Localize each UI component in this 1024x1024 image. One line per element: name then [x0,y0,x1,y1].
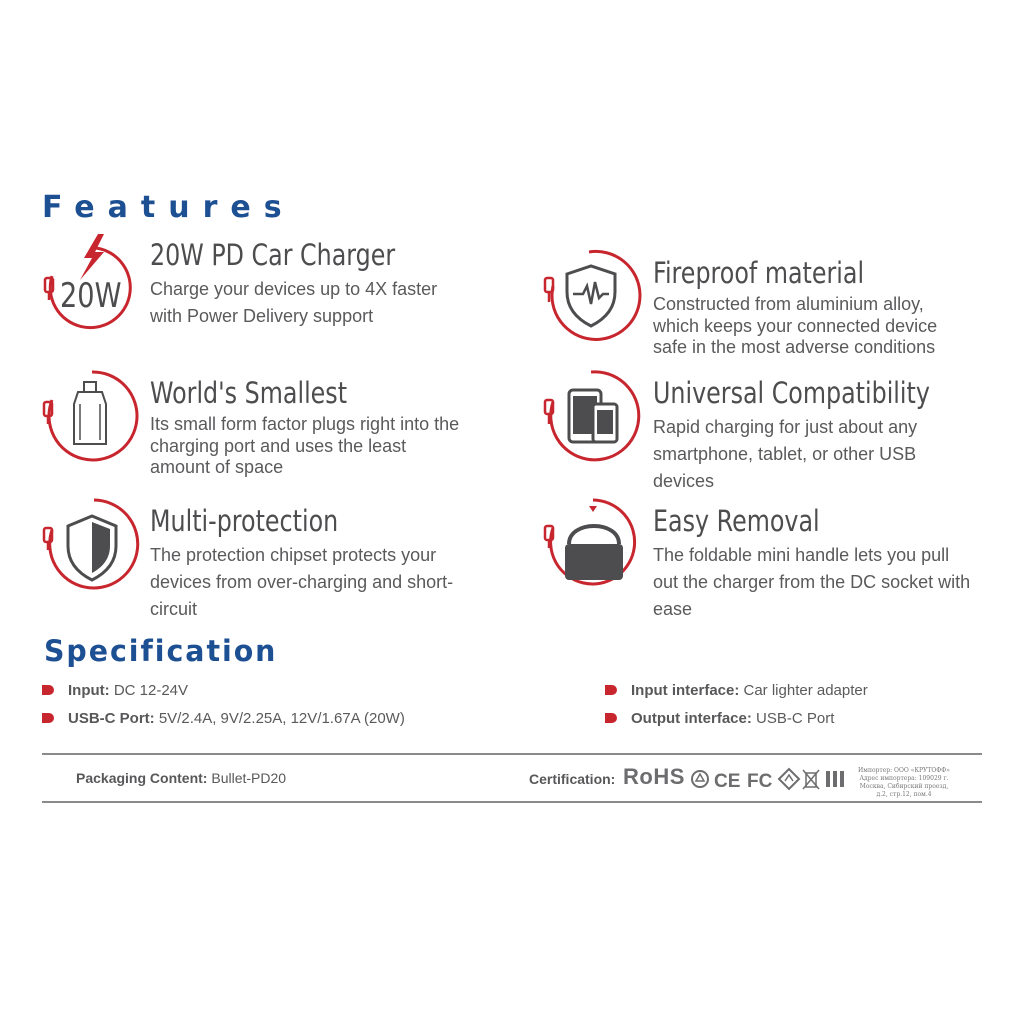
feature-desc: Constructed from aluminium alloy, which keeps your connected device safe in the most adverse conditions [653,294,938,357]
spec-row-input: Input: DC 12-24V [42,682,188,699]
certification-marks [690,766,850,792]
divider-bottom [42,801,982,803]
weee-bin-icon [803,770,819,789]
feature-title: 20W PD Car Charger [150,238,396,272]
importer-info: Импортер: ООО «КРУТОФФ» Адрес импортера: 109029 г. Москва, Сибирский проезд, д.2, стр.12, пом.4 [858,767,950,798]
specification-heading: Specification [44,634,278,668]
shield-icon [40,498,150,608]
spec-row-input-interface: Input interface: Car lighter adapter [605,682,868,699]
car-charger-icon [40,370,150,480]
feature-title: Universal Compatibility [653,376,930,410]
feature-20w-charger [40,232,510,362]
phone-tablet-icon [543,370,653,480]
eac-mark-icon [826,771,844,787]
rohs-logo: RoHS [623,764,685,789]
bullet-icon [42,713,54,723]
feature-title: Fireproof material [653,256,865,290]
handle-icon [543,498,653,608]
spec-row-usb-c-port: USB-C Port: 5V/2.4A, 9V/2.25A, 12V/1.67A (20W) [42,710,405,727]
feature-desc: Rapid charging for just about any smartphone, tablet, or other USB devices [653,417,918,491]
rcm-mark-icon [779,769,799,789]
feature-desc: The protection chipset protects your devices from over-charging and short-circuit [150,545,454,619]
feature-title: Easy Removal [653,504,820,538]
svg-text:FC: FC [747,771,773,792]
recycle-icon [692,771,708,787]
certification-label: Certification: [529,771,616,787]
shield-fire-icon [543,248,653,358]
ce-mark-icon [714,771,740,792]
spec-row-output-interface: Output interface: USB-C Port [605,710,834,727]
bullet-icon [605,685,617,695]
feature-desc: Charge your devices up to 4X faster with Power Delivery support [150,279,438,326]
feature-title: World's Smallest [150,376,348,410]
divider-top [42,753,982,755]
feature-desc: Its small form factor plugs right into the charging port and uses the least amount of space [150,414,460,477]
feature-multi-protection [40,498,510,628]
feature-universal-compatibility [543,370,1013,500]
feature-title: Multi-protection [150,504,339,538]
packaging-content: Packaging Content: Bullet-PD20 [76,770,287,786]
features-heading: Features [42,190,295,225]
fcc-mark-icon [747,771,773,792]
feature-fireproof [543,250,1013,380]
bullet-icon [605,713,617,723]
20w-badge: 20W [60,276,122,316]
feature-desc: The foldable mini handle lets you pull out the charger from the DC socket with ease [653,545,971,619]
lightning-20w-icon [40,232,150,342]
svg-text:CE: CE [714,771,741,792]
bullet-icon [42,685,54,695]
feature-easy-removal [543,498,1013,628]
feature-worlds-smallest [40,370,510,500]
